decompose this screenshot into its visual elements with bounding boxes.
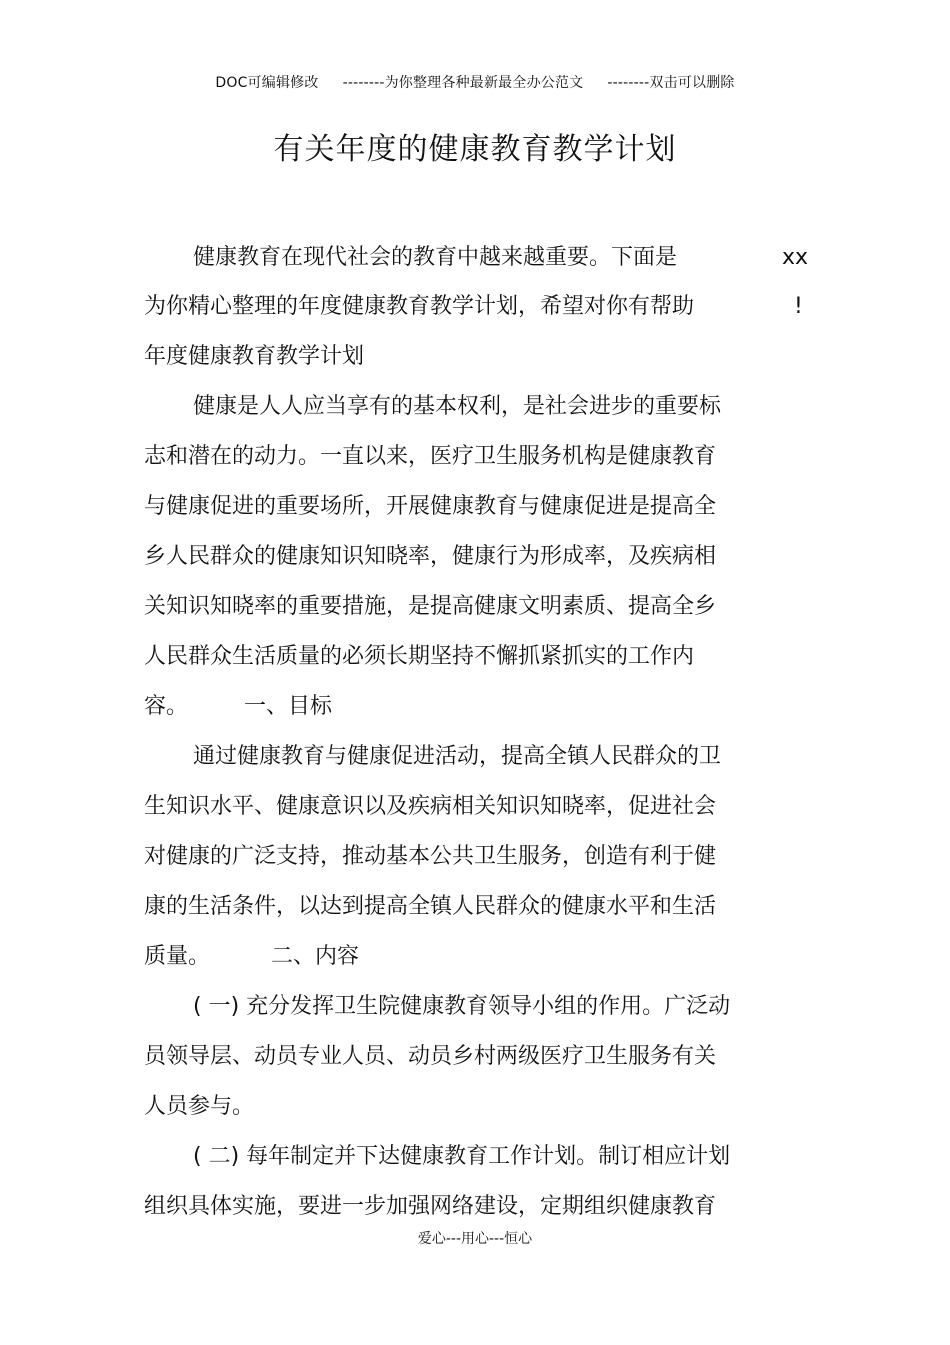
header-doc-label: DOC可编辑修改 [215,75,319,91]
body-line [0,942,950,972]
line-text: 健康是人人应当享有的基本权利，是社会进步的重要标 [193,394,722,419]
line-text: 质量。 [144,944,211,969]
body-line [0,292,950,322]
body-line [0,792,950,822]
line-text: ( 二) 每年制定并下达健康教育工作计划。制订相应计划 [193,1144,731,1169]
line-text-tail: ! [794,294,803,319]
line-text: 员领导层、动员专业人员、动员乡村两级医疗卫生服务有关 [144,1044,717,1069]
section-heading-goal: 一、目标 [244,694,333,719]
line-text: 关知识知晓率的重要措施，是提高健康文明素质、提高全乡 [144,594,717,619]
body-line [0,542,950,572]
header-delete-note: --------双击可以删除 [607,75,735,91]
line-text: 健康教育在现代社会的教育中越来越重要。下面是 [193,245,678,270]
body-line [0,642,950,672]
body-line [0,842,950,872]
document-title: 有关年度的健康教育教学计划 [273,132,677,167]
body-line [0,1042,950,1072]
page-footer: 爱心---用心---恒心 [417,1231,533,1247]
line-text: 志和潜在的动力。一直以来，医疗卫生服务机构是健康教育 [144,444,717,469]
body-line [0,392,950,422]
line-text: 对健康的广泛支持，推动基本公共卫生服务，创造有利于健 [144,844,717,869]
page-header [0,72,950,92]
line-text: 乡人民群众的健康知识知晓率，健康行为形成率，及疾病相 [144,544,717,569]
body-line [0,592,950,622]
line-text: 康的生活条件，以达到提高全镇人民群众的健康水平和生活 [144,894,717,919]
line-text: 组织具体实施，要进一步加强网络建设，定期组织健康教育 [144,1194,717,1219]
body-line [0,992,950,1022]
line-text: 为你精心整理的年度健康教育教学计划，希望对你有帮助 [144,294,695,319]
body-line [0,492,950,522]
line-text: 通过健康教育与健康促进活动，提高全镇人民群众的卫 [193,744,722,769]
line-text: ( 一) 充分发挥卫生院健康教育领导小组的作用。广泛动 [193,994,731,1019]
header-collection-note: --------为你整理各种最新最全办公范文 [342,75,584,91]
body-line [0,892,950,922]
section-heading-content: 二、内容 [271,944,360,969]
line-text: 容。 [144,694,189,719]
body-line [0,692,950,722]
line-text: 生知识水平、健康意识以及疾病相关知识知晓率，促进社会 [144,794,717,819]
line-text: 人员参与。 [144,1094,255,1119]
body-line [0,342,950,372]
line-text-tail: xx [782,245,809,270]
line-text: 与健康促进的重要场所，开展健康教育与健康促进是提高全 [144,494,717,519]
body-line [0,1142,950,1172]
body-line [0,442,950,472]
line-text: 人民群众生活质量的必须长期坚持不懈抓紧抓实的工作内 [144,644,695,669]
body-line [0,1192,950,1222]
body-line [0,243,950,273]
body-line [0,1092,950,1122]
plan-subtitle: 年度健康教育教学计划 [144,344,365,369]
body-line [0,742,950,772]
